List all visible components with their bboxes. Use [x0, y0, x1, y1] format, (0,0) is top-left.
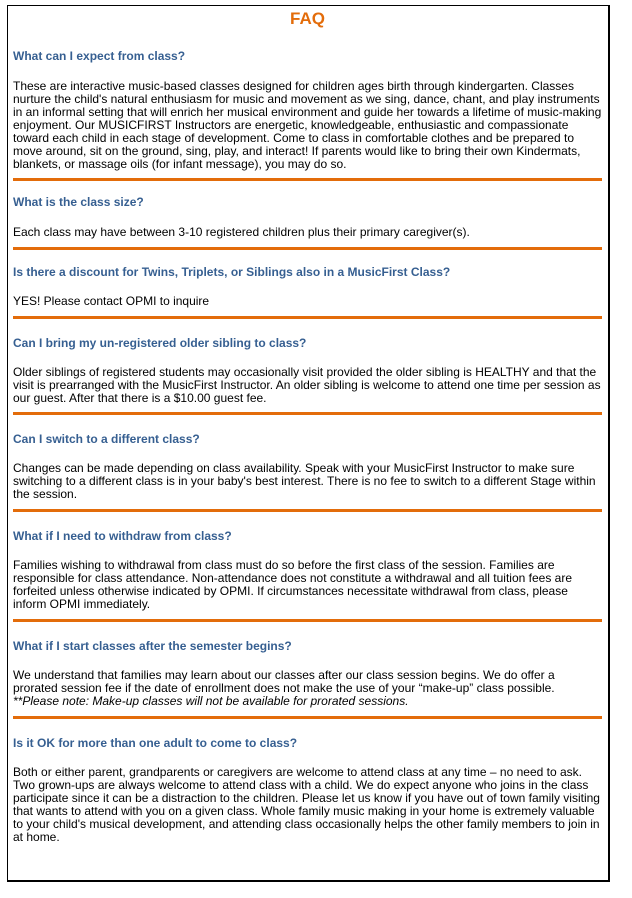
faq-item	[13, 250, 602, 308]
faq-answer	[13, 669, 602, 708]
faq-item	[13, 622, 602, 708]
faq-answer: Older siblings of registered students may occasionally visit provided the older sibling is HEALTHY and that the visit is prearranged with the MusicFirst Instructor. An older sibling is welcome to attend one time per session as our guest. After that there is a $10.00 guest fee.	[13, 365, 601, 405]
faq-item	[13, 319, 602, 405]
page-title: FAQ	[290, 9, 325, 28]
faq-question: What is the class size?	[13, 195, 144, 209]
faq-answer: Each class may have between 3-10 registered children plus their primary caregiver(s).	[13, 225, 470, 239]
faq-question: Is there a discount for Twins, Triplets, or Siblings also in a MusicFirst Class?	[13, 265, 451, 279]
faq-answer: Both or either parent, grandparents or caregivers are welcome to attend class at any time – no need to ask. Two grown-ups are always welcome to attend class with a child. We do expect anyone who joins in the class participate since it can be a distraction to the children. Please let us know if you have out of town family visiting that wants to attend with you on a given class. Whole family music making in your home is extremely valuable to your child's musical development, and attending class occasionally helps the other family members to join in at home.	[13, 765, 600, 844]
faq-item	[13, 512, 602, 611]
faq-item	[13, 30, 602, 171]
faq-answer: Changes can be made depending on class availability. Speak with your MusicFirst Instructor to make sure switching to a different class is in your baby's best interest. There is no fee to switch to a different Stage within the session.	[13, 461, 596, 501]
faq-answer-text: We understand that families may learn about our classes after our class session begins. We do offer a prorated session fee if the date of enrollment does not make the use of your “make-up” class possible.	[13, 668, 555, 695]
faq-answer: These are interactive music-based classes designed for children ages birth through kindergarten. Classes nurture the child's natural enthusiasm for music and movement as we sing, dance, chant, and play instruments in an informal setting that will enrich her musical environment and guide her towards a lifetime of music-making enjoyment. Our MUSICFIRST Instructors are energetic, knowledgeable, enthusiastic and compassionate toward each child in each stage of development. Come to class in comfortable clothes and be prepared to move around, sit on the ground, sing, play, and interact! If parents would like to bring their own Kindermats, blankets, or massage oils (for infant message), you may do so.	[13, 79, 602, 171]
faq-box	[7, 5, 610, 882]
faq-item	[13, 415, 602, 501]
faq-note: **Please note: Make-up classes will not be available for prorated sessions.	[13, 694, 409, 708]
faq-question: Can I switch to a different class?	[13, 432, 200, 446]
faq-item	[13, 719, 602, 844]
faq-item	[13, 181, 602, 239]
faq-question: Can I bring my un-registered older sibling to class?	[13, 336, 307, 350]
faq-question: What if I start classes after the semester begins?	[13, 639, 292, 653]
faq-question: What if I need to withdraw from class?	[13, 529, 232, 543]
faq-question: What can I expect from class?	[13, 49, 186, 63]
faq-question: Is it OK for more than one adult to come to class?	[13, 736, 298, 750]
faq-answer: YES! Please contact OPMI to inquire	[13, 294, 210, 308]
faq-answer: Families wishing to withdrawal from class must do so before the first class of the session. Families are responsible for class attendance. Non-attendance does not constitute a withdrawal and all tuition fees are forfeited unless otherwise indicated by OPMI. If circumstances necessitate withdrawal from class, please inform OPMI immediately.	[13, 558, 573, 611]
